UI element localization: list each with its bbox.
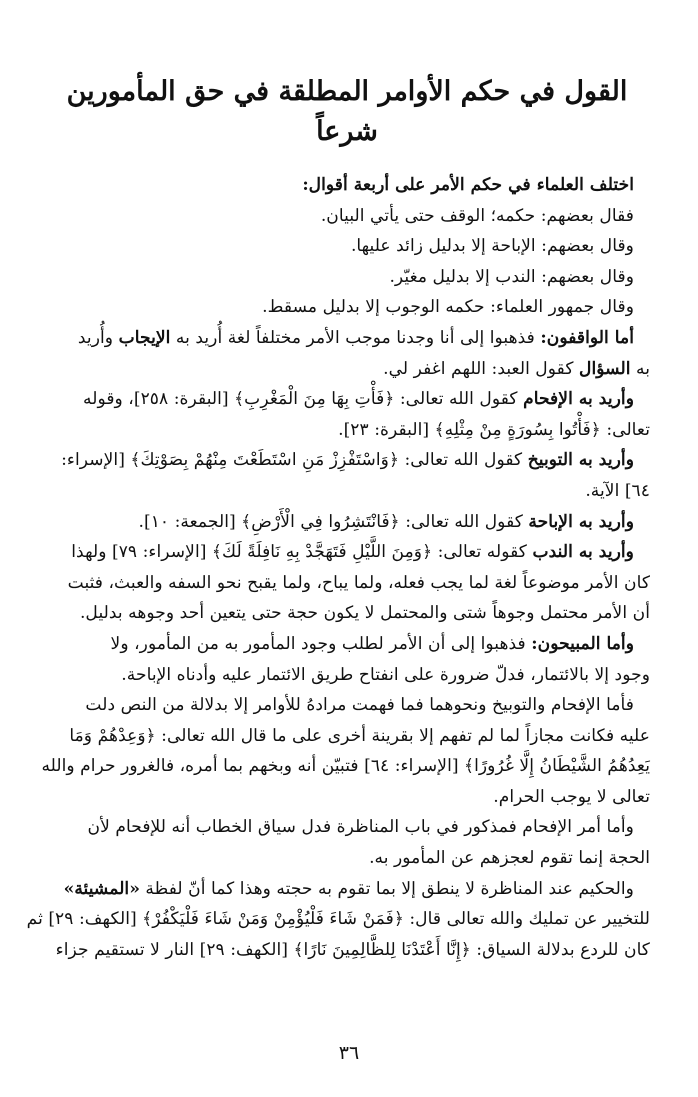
tawbikh-line-2: ٦٤] الآية.	[585, 480, 650, 501]
page-number: ٣٦	[338, 1042, 360, 1064]
sual-term: السؤال	[579, 358, 631, 379]
opinion-4: وقال جمهور العلماء: حكمه الوجوب إلا بدليل مسقط.	[262, 297, 634, 318]
hakim-line-3: كان للردع بدلالة السياق: ﴿إِنَّا أَعْتَدْنَا لِلظَّالِمِينَ نَارًا﴾ [الكهف: ٢٩] النار لا تستقيم جزاء	[55, 939, 650, 960]
ifham-tawbikh-line-4: تعالى لا يوجب الحرام.	[493, 786, 650, 807]
waqifun-line-1	[44, 323, 650, 354]
page-body	[26, 170, 650, 965]
hakim-line-2: للتخيير عن تمليك والله تعالى قال: ﴿فَمَنْ شَاءَ فَلْيُؤْمِنْ وَمَنْ شَاءَ فَلْيَكْفُرْ﴾ [الكهف: ٢٩] ثم	[26, 909, 650, 930]
munazara-line-1: وأما أمر الإفحام فمذكور في باب المناظرة فدل سياق الخطاب أنه للإفحام لأن	[87, 817, 634, 838]
text-span: كقول الله تعالى: ﴿وَاسْتَفْزِزْ مَنِ اسْتَطَعْتَ مِنْهُمْ بِصَوْتِكَ﴾ [الإسراء:	[61, 450, 528, 471]
text-span: كقوله تعالى: ﴿وَمِنَ اللَّيْلِ فَتَهَجَّدْ بِهِ نَافِلَةً لَكَ﴾ [الإسراء: ٧٩] ولهذا	[71, 542, 533, 563]
page-title: القول في حكم الأوامر المطلقة في حق المأمورين شرعاً	[66, 76, 628, 147]
text-span: وأُريد	[77, 327, 119, 348]
text-span: كقول الله تعالى: ﴿فَأْتِ بِهَا مِنَ الْمَغْرِبِ﴾ [البقرة: ٢٥٨]، وقوله	[83, 389, 524, 410]
ifham-tawbikh-line-3: يَعِدُهُمُ الشَّيْطَانُ إِلَّا غُرُورًا﴾ [الإسراء: ٦٤] فتبيّن أنه وبخهم بما أمره، فالغرور حرام والله	[41, 756, 650, 777]
waqifun-heading: أما الواقفون:	[540, 327, 634, 348]
hakim-line-1	[44, 874, 650, 905]
nadb-heading: وأريد به الندب	[532, 542, 634, 563]
tawbikh-line-1	[44, 445, 650, 476]
text-span: فذهبوا إلى أنا وجدنا موجب الأمر مختلفاً لغة أُريد به	[170, 327, 541, 348]
ifham-line-1	[44, 384, 650, 415]
text-span: والحكيم عند المناظرة لا ينطق إلا بما تقوم به حجته وهذا كما أنّ لفظة	[139, 878, 634, 899]
opinion-3: وقال بعضهم: الندب إلا بدليل مغيّر.	[389, 266, 634, 287]
opinion-1: فقال بعضهم: حكمه؛ الوقف حتى يأتي البيان.	[320, 205, 634, 226]
ibaha-heading: وأريد به الإباحة	[528, 511, 634, 532]
munazara-line-2: الحجة إنما تقوم لعجزهم عن المأمور به.	[369, 848, 650, 869]
ifham-line-2: تعالى: ﴿فَأْتُوا بِسُورَةٍ مِنْ مِثْلِهِ﴾ [البقرة: ٢٣].	[338, 419, 650, 440]
ibaha-line	[44, 507, 650, 538]
text-span: به	[630, 358, 650, 379]
nadb-line-1	[44, 537, 650, 568]
mubihun-heading: وأما المبيحون:	[531, 633, 634, 654]
text-span: كقول العبد: اللهم اغفر لي.	[383, 358, 580, 379]
mashia-term: «المشيئة»	[63, 878, 140, 899]
opinion-2: وقال بعضهم: الإباحة إلا بدليل زائد عليها.	[350, 236, 634, 257]
ifham-heading: وأريد به الإفحام	[523, 389, 634, 410]
intro-line: اختلف العلماء في حكم الأمر على أربعة أقوال:	[302, 175, 634, 195]
ifham-tawbikh-line-1: فأما الإفحام والتوبيخ ونحوهما فما فهمت مرادهُ للأوامر إلا بدلالة من النص دلت	[85, 695, 634, 716]
text-span: فذهبوا إلى أن الأمر لطلب وجود المأمور به من المأمور، ولا	[110, 633, 532, 654]
mubihun-line-2: وجود إلا بالائتمار، فدلّ ضرورة على انفتاح طريق الائتمار عليه وأدناه الإباحة.	[121, 664, 650, 685]
text-span: كقول الله تعالى: ﴿فَانْتَشِرُوا فِي الْأَرْضِ﴾ [الجمعة: ١٠].	[138, 511, 529, 532]
tawbikh-heading: وأريد به التوبيخ	[527, 450, 634, 471]
nadb-line-3: أن الأمر محتمل وجوهاً شتى والمحتمل لا يكون حجة حتى يتعين أحد وجوهه بدليل.	[79, 603, 650, 624]
mubihun-line-1	[44, 629, 650, 660]
ifham-tawbikh-line-2: عليه فكانت مجازاً لما لم تفهم إلا بقرينة أخرى على ما قال الله تعالى: ﴿وَعِدْهُمْ وَمَا	[69, 725, 650, 746]
waqifun-line-2	[44, 354, 650, 385]
ijab-term: الإيجاب	[118, 327, 171, 348]
nadb-line-2: كان الأمر موضوعاً لغة لما يجب فعله، ولما يباح، ولما يقبح نحو السفه والعبث، فثبت	[67, 572, 650, 593]
